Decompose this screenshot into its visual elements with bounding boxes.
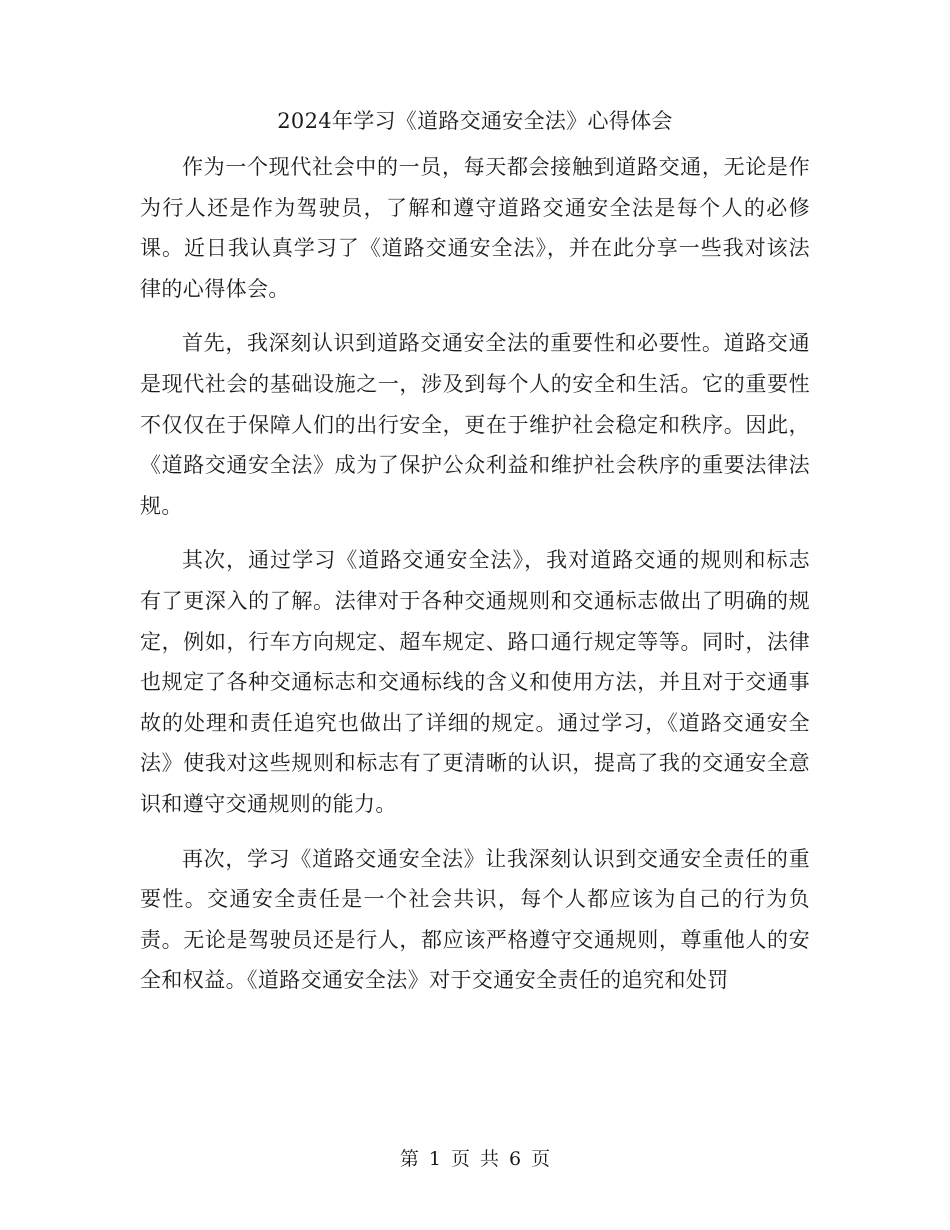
page-footer: 第 1 页 共 6 页 — [399, 1148, 551, 1170]
paragraph-4: 再次，学习《道路交通安全法》让我深刻认识到交通安全责任的重要性。交通安全责任是一个社会共识，每个人都应该为自己的行为负责。无论是驾驶员还是行人，都应该严格遵守交通规则，尊重他人的安全和权益。《道路交通安全法》对于交通安全责任的追究和处罚 — [140, 846, 810, 993]
paragraph-2: 首先，我深刻认识到道路交通安全法的重要性和必要性。道路交通是现代社会的基础设施之一，涉及到每个人的安全和生活。它的重要性不仅仅在于保障人们的出行安全，更在于维护社会稳定和秩序。因此，《道路交通安全法》成为了保护公众利益和维护社会秩序的重要法律法规。 — [140, 331, 810, 518]
paragraph-1: 作为一个现代社会中的一员，每天都会接触到道路交通，无论是作为行人还是作为驾驶员，了解和遵守道路交通安全法是每个人的必修课。近日我认真学习了《道路交通安全法》，并在此分享一些我对该法律的心得体会。 — [140, 155, 810, 301]
paragraph-3: 其次，通过学习《道路交通安全法》，我对道路交通的规则和标志有了更深入的了解。法律对于各种交通规则和交通标志做出了明确的规定，例如，行车方向规定、超车规定、路口通行规定等等。同时，法律也规定了各种交通标志和交通标线的含义和使用方法，并且对于交通事故的处理和责任追究也做出了详细的规定。通过学习，《道路交通安全法》使我对这些规则和标志有了更清晰的认识，提高了我的交通安全意识和遵守交通规则的能力。 — [140, 548, 810, 816]
document-title: 2024年学习《道路交通安全法》心得体会 — [277, 109, 673, 133]
document-body — [140, 147, 810, 1015]
